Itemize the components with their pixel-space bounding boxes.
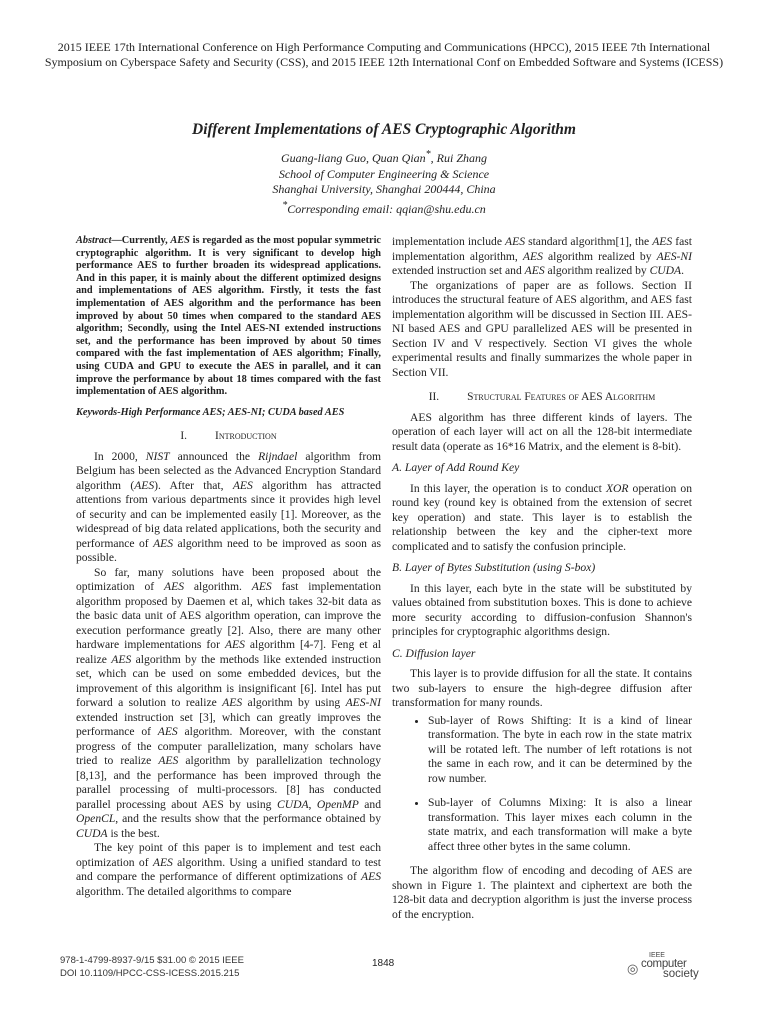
list-item: • Sub-layer of Rows Shifting: It is a kind of linear transformation. The byte in each row in the state matrix will be rotated left. The number of left rotations is not the same in each row, and it can be determined by the row number. [428, 714, 692, 787]
section-heading-introduction: I. Introduction [180, 430, 277, 443]
section2-closing-paragraph: The algorithm flow of encoding and decoding of AES are shown in Figure 1. The plaintext and ciphertext are both the 128-bit data and decryption algorithm is just the inverse process of the encryption. [392, 864, 692, 921]
organization-paragraph: The organizations of paper are as follows. Section II introduces the structural feature of AES algorithm, and AES fast implementation algorithm will be discussed in Section III. AES-NI based AES and GPU parallelized AES will be presented in Section IV and V respectively. Section VI gives the whole experimental results and finally summarizes the whole paper in Section VII. [392, 278, 692, 379]
left-column [76, 235, 381, 899]
subsection-heading-c: C. Diffusion layer [392, 646, 476, 660]
subsection-c-paragraph: This layer is to provide diffusion for all the state. It contains two sub-layers to ensure the high-degree diffusion after transformation for many rounds. [392, 667, 692, 709]
email-line: *Corresponding email: qqian@shu.edu.cn [282, 199, 486, 216]
affiliation-line-1: School of Computer Engineering & Science [278, 166, 490, 181]
footer-isbn: 978-1-4799-8937-9/15 $31.00 © 2015 IEEE [60, 955, 244, 966]
section-heading-structural-features: II. Structural Features of AES Algorithm [428, 391, 656, 403]
intro-paragraph-1: In 2000, NIST announced the Rijndael algorithm from Belgium has been selected as the Advanced Encryption Standard algorithm (AES). After that, AES algorithm has attracted attentions from various departments since it provides high level of security and can be implemented easily [1]. Moreover, as the widespread of big data related applications, both the security and performance of AES algorithm need to be improved as soon as possible. [76, 449, 382, 565]
subsection-a-paragraph: In this layer, the operation is to conduct XOR operation on round key (round key is obtained from the extension of secret key operation) and state. This layer is to establish the relationship between the key and the cipher-text more complicated and to satisfy the confusion principle. [392, 481, 692, 553]
intro-continuation: implementation include AES standard algorithm[1], the AES fast implementation algorithm, AES algorithm realized by AES-NI extended instruction set and AES algorithm realized by CUDA. [392, 235, 693, 277]
affiliation-line-2: Shanghai University, Shanghai 200444, China [272, 182, 496, 196]
paper-title: Different Implementations of AES Cryptographic Algorithm [192, 121, 576, 138]
right-column [392, 235, 692, 922]
diffusion-bullet-list [392, 714, 692, 855]
page-number: 1848 [372, 958, 395, 969]
intro-paragraph-3: The key point of this paper is to implement and test each optimization of AES algorithm. Using a unified standard to test and compare the performance of different optimizations of AES algorithm. The detailed algorithms to compare [76, 841, 381, 898]
intro-paragraph-2: So far, many solutions have been proposed about the optimization of AES algorithm. AES fast implementation algorithm proposed by Daemen et al, which takes 32-bit data as the basic data unit of AES algorithm operation, can improve the execution performance greatly [2]. Also, there are many other hardware implementations for AES algorithm [4-7]. Feng et al realize AES algorithm by the methods like extended instruction set, which can be used on some embedded devices, but the improvement of this algorithm is insignificant [6]. Intel has put forward a solution to realize AES algorithm by using AES-NI extended instruction set [3], which can greatly improves the performance of AES algorithm. Moreover, with the constant progress of the computer parallelization, many scholars have tried to realize AES algorithm by parallelization technology [8,13], and the performance has been improved through the parallel processing of multi-processors. [8] has conducted parallel processing about AES by using CUDA, OpenMP and OpenCL, and the results show that the performance obtained by CUDA is the best. [76, 565, 382, 840]
conference-header: 2015 IEEE 17th International Conference on High Performance Computing and Communications (HPCC), 2015 IEEE 7th International Symposium on Cyberspace Safety and Security (CSS), and 2015 IEEE 12th International Conf on Embedded Software and Systems (ICESS) [44, 40, 724, 69]
globe-icon: ◎ [627, 961, 639, 976]
section2-paragraph-1: AES algorithm has three different kinds of layers. The operation of each layer will act on all the 128-bit intermediate result data (operate as 16*16 Matrix, and the element is 8-bit). [392, 410, 692, 453]
footer-doi: DOI 10.1109/HPCC-CSS-ICESS.2015.215 [60, 968, 240, 979]
abstract: Abstract—Currently, AES is regarded as the most popular symmetric cryptographic algorithm. It is very significant to develop high performance AES to further broaden its widespread applications. And in this paper, it is mainly about the different optimized designs and implementations of AES algorithm. Firstly, it tests the fast implementation of AES algorithm and the performance has been improved by about 50 times when compared to the standard AES algorithm; Secondly, using the Intel AES-NI extended instructions set, and the performance has been improved by about 50 times compared with the fast implementation of AES algorithm; Finally, using CUDA and GPU to execute the AES in parallel, and it can improve the performance by about 18 times compared with the fast implementation of AES algorithm. [76, 235, 381, 398]
subsection-b-paragraph: In this layer, each byte in the state will be substituted by values obtained from substitution boxes. This is done to achieve more security according to diffusion-confusion Shannon's principles for cryptographic algorithms design. [392, 581, 692, 638]
subsection-heading-a: A. Layer of Add Round Key [392, 461, 520, 474]
author-block [40, 147, 728, 217]
list-item: • Sub-layer of Columns Mixing: It is also a linear transformation. This layer mixes each column in the state matrix, and each transformation will make a byte affect three other bytes in the same column. [428, 796, 692, 854]
keywords: Keywords-High Performance AES; AES-NI; CUDA based AES [76, 406, 345, 418]
computer-society-logo: ◎ IEEE computer society [627, 952, 699, 980]
subsection-heading-b: B. Layer of Bytes Substitution (using S-box) [392, 561, 596, 574]
footer-info [60, 954, 244, 980]
authors-line: Guang-liang Guo, Quan Qian*, Rui Zhang [280, 149, 487, 165]
